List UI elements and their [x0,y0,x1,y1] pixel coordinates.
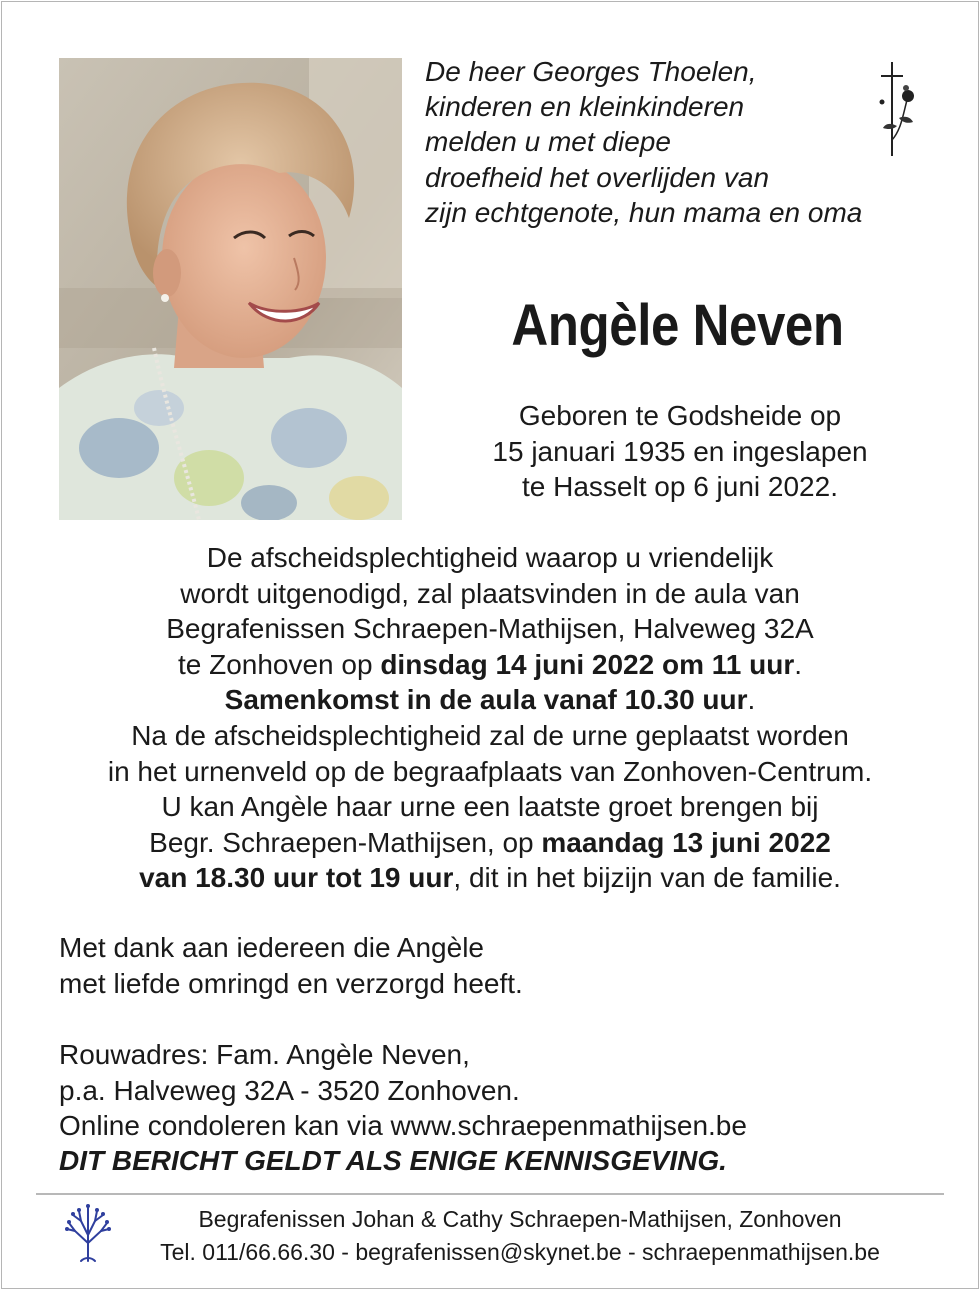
ceremony-line: wordt uitgenodigd, zal plaatsvinden in de aula van [180,577,800,609]
ceremony-line: De afscheidsplechtigheid waarop u vriendelijk [206,542,774,573]
ceremony-text: . [747,684,756,716]
ceremony-line: U kan Angèle haar urne een laatste groet brengen bij [161,791,819,823]
tree-logo-icon [63,1203,113,1268]
ceremony-paragraph [40,540,940,896]
ceremony-text: , dit in het bijzijn van de familie. [453,862,841,894]
ceremony-text: Begr. Schraepen-Mathijsen, op [149,826,542,858]
farewell-time: van 18.30 uur tot 19 uur [139,862,454,894]
ceremony-line [40,682,940,718]
sole-notice-text: DIT BERICHT GELDT ALS ENIGE KENNISGEVING. [59,1145,727,1176]
intro-line: kinderen en kleinkinderen [425,91,745,123]
farewell-date: maandag 13 juni 2022 [541,826,831,858]
footer-contact: Tel. 011/66.66.30 - begrafenissen@skynet.be - schraepenmathijsen.be [160,1239,880,1265]
intro-line: zijn echtgenote, hun mama en oma [425,196,863,228]
address-line: Rouwadres: Fam. Angèle Neven, [59,1039,470,1070]
birth-line: Geboren te Godsheide op [518,400,842,431]
ceremony-text: te Zonhoven op [177,648,381,680]
funeral-home-footer [120,1203,920,1269]
gathering-time: Samenkomst in de aula vanaf 10.30 uur [224,684,748,716]
ceremony-line [40,825,940,861]
thanks-line: Met dank aan iedereen die Angèle [59,932,484,963]
mourning-address [59,1037,747,1144]
address-line: Online condoleren kan via www.schraepenmathijsen.be [59,1110,747,1141]
ceremony-line: Begrafenissen Schraepen-Mathijsen, Halveweg 32A [166,613,814,645]
intro-text [425,54,905,230]
thanks-line: met liefde omringd en verzorgd heeft. [59,967,523,999]
intro-line: droefheid het overlijden van [425,161,770,193]
ceremony-date: dinsdag 14 juni 2022 om 11 uur [380,648,795,680]
birth-death-text [430,398,930,505]
intro-line: De heer Georges Thoelen, [425,56,757,87]
thanks-text [59,930,523,1001]
ceremony-line [40,647,940,683]
deceased-name: Angèle Neven [511,293,844,358]
birth-line: 15 januari 1935 en ingeslapen [492,435,868,467]
birth-line: te Hasselt op 6 juni 2022. [522,471,838,502]
ceremony-text: . [794,648,803,680]
ceremony-line: in het urnenveld op de begraafplaats van Zonhoven-Centrum. [107,755,873,787]
ceremony-line: Na de afscheidsplechtigheid zal de urne geplaatst worden [131,719,849,751]
divider [36,1193,944,1195]
ceremony-line [40,860,940,896]
portrait-photo [59,58,402,520]
cross-with-rose-icon [873,60,921,163]
intro-line: melden u met diepe [425,126,671,158]
address-line: p.a. Halveweg 32A - 3520 Zonhoven. [59,1074,520,1106]
footer-company: Begrafenissen Johan & Cathy Schraepen-Mathijsen, Zonhoven [198,1206,842,1232]
